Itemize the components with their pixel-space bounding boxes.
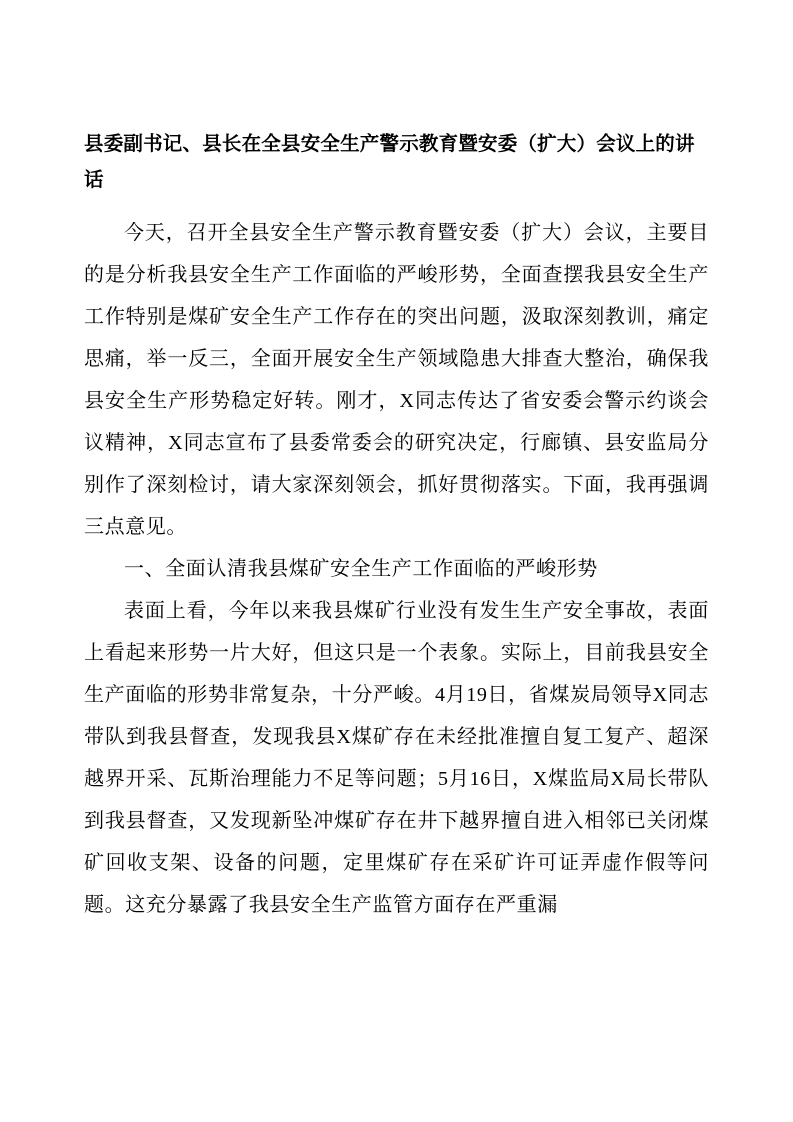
page-title: 县委副书记、县长在全县安全生产警示教育暨安委（扩大）会议上的讲话 xyxy=(84,132,695,191)
section-heading-one: 一、全面认清我县煤矿安全生产工作面临的严峻形势 xyxy=(124,558,598,580)
paragraph-section-one-body: 表面上看，今年以来我县煤矿行业没有发生生产安全事故，表面上看起来形势一片大好，但这只是一个表象。实际上，目前我县安全生产面临的形势非常复杂，十分严峻。4月19日，省煤炭局领导X同志带队到我县督查，发现我县X煤矿存在未经批准擅自复工复产、超深越界开采、瓦斯治理能力不足等问题；5月16日，X煤监局X局长带队到我县督查，又发现新坠冲煤矿存在井下越界擅自进入相邻已关闭煤矿回收支架、设备的问题，定里煤矿存在采矿许可证弄虚作假等问题。这充分暴露了我县安全生产监管方面存在严重漏 xyxy=(84,600,709,916)
paragraph-intro: 今天，召开全县安全生产警示教育暨安委（扩大）会议，主要目的是分析我县安全生产工作面临的严峻形势，全面查摆我县安全生产工作特别是煤矿安全生产工作存在的突出问题，汲取深刻教训，痛定思痛，举一反三，全面开展安全生产领域隐患大排查大整治，确保我县安全生产形势稳定好转。刚才，X同志传达了省安委会警示约谈会议精神，X同志宣布了县委常委会的研究决定，行廊镇、县安监局分别作了深刻检讨，请大家深刻领会，抓好贯彻落实。下面，我再强调三点意见。 xyxy=(84,222,709,538)
